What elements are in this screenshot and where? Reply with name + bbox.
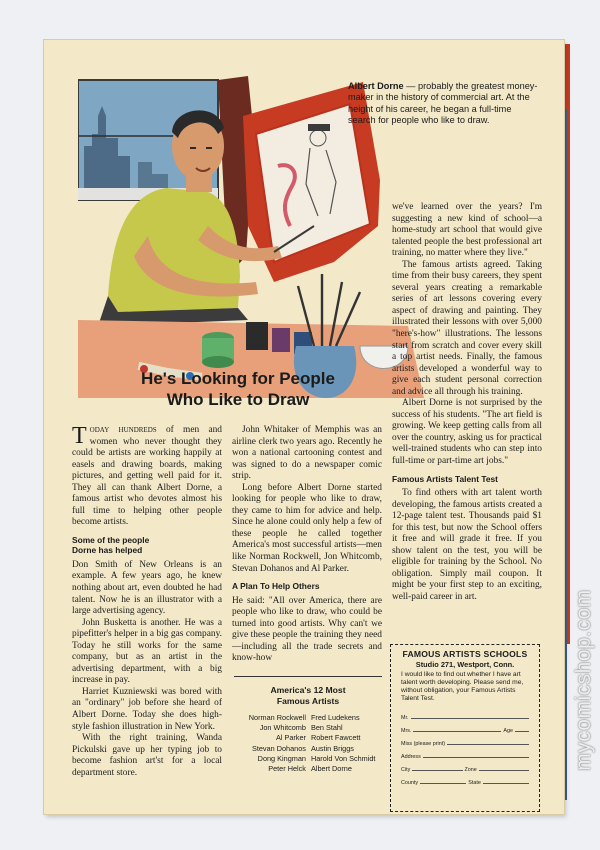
lead-in: oday hundreds [89,425,157,435]
famous-artists-list [234,676,382,774]
paragraph: John Whitaker of Memphis was an airline clerk two years ago. Recently he won a national cartooning contest and was signed to do a newspaper comic strip. [232,425,382,482]
field-line[interactable] [479,770,529,771]
field-label: Mr. [401,715,409,721]
headline-line-1: He's Looking for People [141,369,335,388]
paragraph: we've learned over the years? I'm suggesting a new kind of school—a home-study art school that would give talented people the best professional art training, no matter where they live." [392,202,542,259]
artist-name: Ben Stahl [310,723,343,733]
illustration-caption [348,81,538,127]
article-column-1 [72,425,222,779]
paragraph: John Busketta is another. He was a pipefitter's helper in a big gas company. Today he still works for the same company, but as an artist in the advertising department, with a big increase in pay. [72,617,222,686]
field-line[interactable] [413,731,501,732]
artist-row [234,713,382,723]
subheading: A Plan To Help Others [232,581,320,592]
artist-name: Robert Fawcett [310,733,361,743]
field-city[interactable] [401,760,531,773]
artist-name: Albert Dorne [310,764,352,774]
field-mr[interactable] [401,708,531,721]
field-line[interactable] [412,770,462,771]
field-line[interactable] [411,718,530,719]
artist-row [234,764,382,774]
comic-back-cover-page [44,40,564,814]
coupon-title: FAMOUS ARTISTS SCHOOLS [402,649,528,659]
field-label: Miss (please print) [401,741,446,747]
field-line[interactable] [423,757,529,758]
subheading: Famous Artists Talent Test [392,473,498,484]
artists-list-title [234,685,382,707]
paragraph: Albert Dorne is not surprised by the success of his students. "The art field is growing. We keep getting calls from all over the country, asking us for practical well-trained students who can step into full-time or part-time art jobs." [392,398,542,467]
drop-cap: T [72,423,87,449]
coupon-body: I would like to find out whether I have art talent worth developing. Please send me, without obligation, your Famous Artists Talent Test. [401,671,524,702]
field-line[interactable] [447,744,529,745]
artist-name: Al Parker [275,733,306,743]
caption-text: — probably the greatest money-maker in the history of commercial art. At the height of his career, he began a full-time search for people who like to draw. [348,81,538,126]
subheading-line-2: Dorne has helped [72,545,143,556]
artist-name: Norman Rockwell [248,713,306,722]
artist-name: Fred Ludekens [310,713,360,722]
article-column-2 [232,425,382,665]
caption-name: Albert Dorne [348,81,404,91]
subheading [72,535,222,556]
paragraph: With the right training, Wanda Pickulski gave up her typing job to become fashion art'st for a local department store. [72,733,222,778]
headline-line-2: Who Like to Draw [166,390,310,409]
coupon-address: Studio 271, Westport, Conn. [415,660,515,669]
field-label: Mrs. [401,728,412,734]
artist-row [234,744,382,754]
paragraph: Harriet Kuzniewski was bored with an "ordinary" job before she heard of Albert Dorne. Today she does high-style fashion illustration in New York. [72,686,222,732]
paragraph: To find others with art talent worth developing, the famous artists created a 12-page talent test. Thousands paid $1 for this test, but now the School offers it free and will grade it free. If you show talent on the test, you will be eligible for training by the School. No obligation. Simply mail coupon. It might be your first step to an exciting, well-paid career in art. [392,488,542,602]
artist-name: Jon Whitcomb [259,723,306,733]
coupon-fields [401,708,531,786]
field-label: Age [503,728,513,734]
field-label: Zone [464,767,477,773]
paragraph: He said: "All over America, there are people who like to draw, who could be turned into good artists. Why can't we give these people the training they need—including all the trade secrets and know-how [232,595,382,664]
artist-name: Harold Von Schmidt [310,753,376,763]
artist-name: Peter Helck [268,764,306,774]
artist-name: Austin Briggs [310,743,354,753]
paragraph [72,425,222,529]
field-label: State [468,780,481,786]
artist-row [234,754,382,764]
headline [68,368,408,410]
field-address[interactable] [401,747,531,760]
field-line[interactable] [483,783,529,784]
watermark-text: mycomicshop.com [572,589,595,771]
artists-table [234,713,382,774]
paragraph-text: of men and women who never thought they could be artists are working happily at easels and drawing boards, making pictures, and getting well paid for it. They all can thank Albert Dorne, a famous artist who devotes almost his full time to helping other people become artists. [72,425,222,528]
artist-name: Dong Kingman [257,753,306,763]
field-label: City [401,767,411,773]
field-line[interactable] [420,783,466,784]
watermark [572,520,596,840]
artists-title-line-1: America's 12 Most [270,685,346,695]
paragraph: The famous artists agreed. Taking time from their busy careers, they spent several years creating a remarkable series of art lessons covering every aspect of drawing and painting. They illustrated their lessons with over 5,000 "here's-how" illustrations. The lessons start from scratch and cover every skill a top artist needs. Finally, the famous artists developed a wonderful way to give each student personal correction and advice all through his training. [392,259,542,397]
artists-title-line-2: Famous Artists [276,696,340,706]
paragraph: Long before Albert Dorne started looking for people who like to draw, they came to him for advice and help. Since he alone could only help a few of these people he called together America's most successful artists—men like Norman Rockwell, Jon Whitcomb, Stevan Dohanos and Al Parker. [232,482,382,574]
paragraph: Don Smith of New Orleans is an example. A few years ago, he knew nothing about art, even doubted he had talent. Now he is an illustrator with a large advertising agency. [72,559,222,617]
field-line[interactable] [515,731,529,732]
artist-name: Stevan Dohanos [251,743,306,753]
mail-coupon [390,644,540,812]
subheading-line-1: Some of the people [72,534,150,545]
artist-row [234,733,382,743]
article-column-3 [392,202,542,604]
field-label: County [401,780,419,786]
field-miss[interactable] [401,734,531,747]
artist-row [234,723,382,733]
field-county[interactable] [401,773,531,786]
field-label: Address [401,754,421,760]
field-mrs[interactable] [401,721,531,734]
